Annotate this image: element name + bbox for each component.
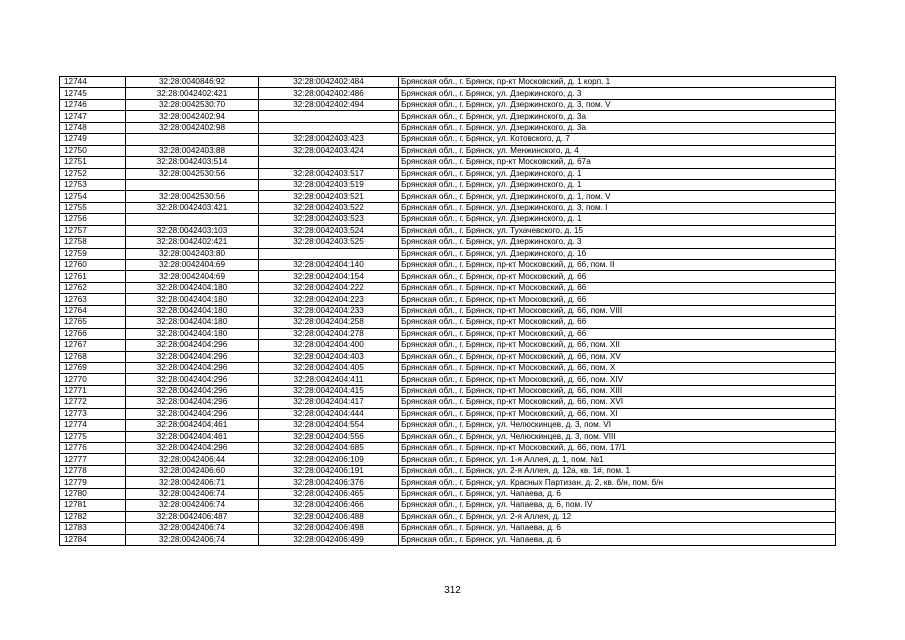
address-cell: Брянская обл., г. Брянск, ул. Дзержинского, д. 1б [399,248,836,259]
row-number-cell: 12773 [60,408,126,419]
cadastral-number-a-cell: 32:28:0042403:103 [126,225,259,236]
address-cell: Брянская обл., г. Брянск, пр-кт Московский, д. 67а [399,157,836,168]
table-row [60,305,836,316]
address-cell: Брянская обл., г. Брянск, ул. Чапаева, д. 6 [399,488,836,499]
table-row [60,488,836,499]
cadastral-number-b-cell: 32:28:0042403:423 [259,134,399,145]
address-cell: Брянская обл., г. Брянск, ул. Дзержинского, д. 1 [399,168,836,179]
cadastral-number-a-cell: 32:28:0042402:98 [126,122,259,133]
cadastral-number-b-cell: 32:28:0042403:519 [259,179,399,190]
table-row [60,454,836,465]
address-cell: Брянская обл., г. Брянск, пр-кт Московский, д. 66, пом. II [399,260,836,271]
cadastral-number-a-cell: 32:28:0042404:296 [126,397,259,408]
cadastral-number-a-cell: 32:28:0042406:44 [126,454,259,465]
address-cell: Брянская обл., г. Брянск, пр-кт Московский, д. 66, пом. XVI [399,397,836,408]
cadastral-number-b-cell: 32:28:0042404:554 [259,420,399,431]
row-number-cell: 12770 [60,374,126,385]
address-cell: Брянская обл., г. Брянск, пр-кт Московский, д. 1 корп. 1 [399,77,836,88]
address-cell: Брянская обл., г. Брянск, пр-кт Московский, д. 66 [399,282,836,293]
cadastral-number-a-cell: 32:28:0042404:180 [126,328,259,339]
cadastral-number-b-cell: 32:28:0042403:523 [259,214,399,225]
row-number-cell: 12779 [60,477,126,488]
cadastral-number-a-cell: 32:28:0042404:180 [126,294,259,305]
table-row [60,374,836,385]
table-row [60,99,836,110]
row-number-cell: 12780 [60,488,126,499]
cadastral-number-a-cell: 32:28:0042404:180 [126,282,259,293]
table-row [60,294,836,305]
table-row [60,397,836,408]
table-row [60,271,836,282]
table-row [60,340,836,351]
cadastral-number-b-cell: 32:28:0042404:223 [259,294,399,305]
cadastral-number-a-cell: 32:28:0042406:74 [126,534,259,545]
address-cell: Брянская обл., г. Брянск, пр-кт Московский, д. 66, пом. XIV [399,374,836,385]
address-cell: Брянская обл., г. Брянск, ул. Дзержинского, д. 3 [399,88,836,99]
address-cell: Брянская обл., г. Брянск, ул. Дзержинского, д. 3 [399,237,836,248]
cadastral-number-b-cell: 32:28:0042404:405 [259,362,399,373]
table-row [60,134,836,145]
cadastral-number-a-cell: 32:28:0042404:296 [126,374,259,385]
row-number-cell: 12762 [60,282,126,293]
cadastral-number-b-cell: 32:28:0042403:525 [259,237,399,248]
row-number-cell: 12771 [60,385,126,396]
cadastral-number-a-cell: 32:28:0042403:421 [126,202,259,213]
cadastral-number-b-cell: 32:28:0042404:140 [259,260,399,271]
row-number-cell: 12758 [60,237,126,248]
table-row [60,225,836,236]
cadastral-number-a-cell: 32:28:0042406:487 [126,511,259,522]
table-row [60,534,836,545]
address-cell: Брянская обл., г. Брянск, ул. 2-я Аллея, д. 12 [399,511,836,522]
row-number-cell: 12750 [60,145,126,156]
cadastral-number-a-cell: 32:28:0042530:56 [126,191,259,202]
address-cell: Брянская обл., г. Брянск, пр-кт Московский, д. 66 [399,328,836,339]
cadastral-table [59,76,836,546]
row-number-cell: 12753 [60,179,126,190]
row-number-cell: 12755 [60,202,126,213]
row-number-cell: 12748 [60,122,126,133]
cadastral-number-b-cell: 32:28:0042404:400 [259,340,399,351]
row-number-cell: 12752 [60,168,126,179]
table-row [60,248,836,259]
table-row [60,408,836,419]
row-number-cell: 12760 [60,260,126,271]
address-cell: Брянская обл., г. Брянск, пр-кт Московский, д. 66, пом. XIII [399,385,836,396]
row-number-cell: 12767 [60,340,126,351]
address-cell: Брянская обл., г. Брянск, пр-кт Московский, д. 66, пом. XII [399,340,836,351]
cadastral-number-b-cell [259,111,399,122]
table-row [60,179,836,190]
address-cell: Брянская обл., г. Брянск, ул. Челюскинцев, д. 3, пом. VI [399,420,836,431]
table-row [60,214,836,225]
cadastral-number-b-cell: 32:28:0042403:522 [259,202,399,213]
table-row [60,477,836,488]
cadastral-number-a-cell: 32:28:0042404:296 [126,385,259,396]
row-number-cell: 12761 [60,271,126,282]
cadastral-number-a-cell: 32:28:0042404:69 [126,271,259,282]
row-number-cell: 12751 [60,157,126,168]
row-number-cell: 12744 [60,77,126,88]
cadastral-number-b-cell: 32:28:0042406:109 [259,454,399,465]
cadastral-number-a-cell: 32:28:0042406:74 [126,523,259,534]
cadastral-number-b-cell: 32:28:0042404:411 [259,374,399,385]
cadastral-number-a-cell: 32:28:0042530:70 [126,99,259,110]
cadastral-number-b-cell: 32:28:0042404:403 [259,351,399,362]
row-number-cell: 12781 [60,500,126,511]
address-cell: Брянская обл., г. Брянск, ул. Дзержинского, д. 1, пом. V [399,191,836,202]
table-row [60,420,836,431]
address-cell: Брянская обл., г. Брянск, пр-кт Московский, д. 66 [399,271,836,282]
row-number-cell: 12777 [60,454,126,465]
cadastral-number-b-cell: 32:28:0042403:517 [259,168,399,179]
cadastral-number-a-cell: 32:28:0042404:461 [126,420,259,431]
table-row [60,145,836,156]
table-row [60,317,836,328]
table-row [60,282,836,293]
address-cell: Брянская обл., г. Брянск, пр-кт Московский, д. 66, пом. VIII [399,305,836,316]
table-row [60,260,836,271]
table-row [60,191,836,202]
address-cell: Брянская обл., г. Брянск, ул. Чапаева, д. 6 [399,534,836,545]
cadastral-number-a-cell: 32:28:0040846:92 [126,77,259,88]
row-number-cell: 12776 [60,443,126,454]
cadastral-number-b-cell: 32:28:0042403:524 [259,225,399,236]
cadastral-number-a-cell: 32:28:0042404:296 [126,351,259,362]
cadastral-number-b-cell: 32:28:0042402:494 [259,99,399,110]
cadastral-number-b-cell: 32:28:0042406:488 [259,511,399,522]
cadastral-number-a-cell: 32:28:0042404:296 [126,362,259,373]
cadastral-number-b-cell: 32:28:0042404:685 [259,443,399,454]
address-cell: Брянская обл., г. Брянск, пр-кт Московский, д. 66 [399,317,836,328]
cadastral-number-a-cell: 32:28:0042402:94 [126,111,259,122]
table-row [60,523,836,534]
table-row [60,88,836,99]
row-number-cell: 12772 [60,397,126,408]
cadastral-number-a-cell: 32:28:0042406:74 [126,488,259,499]
row-number-cell: 12774 [60,420,126,431]
cadastral-number-b-cell: 32:28:0042404:556 [259,431,399,442]
table-row [60,500,836,511]
address-cell: Брянская обл., г. Брянск, ул. Котовского, д. 7 [399,134,836,145]
table-row [60,237,836,248]
cadastral-number-a-cell: 32:28:0042406:74 [126,500,259,511]
address-cell: Брянская обл., г. Брянск, ул. Чапаева, д. 6, пом. IV [399,500,836,511]
table-row [60,511,836,522]
cadastral-number-b-cell: 32:28:0042406:498 [259,523,399,534]
cadastral-number-b-cell: 32:28:0042404:278 [259,328,399,339]
table-row [60,328,836,339]
address-cell: Брянская обл., г. Брянск, ул. Дзержинского, д. 1 [399,179,836,190]
cadastral-number-b-cell: 32:28:0042402:486 [259,88,399,99]
table-row [60,385,836,396]
cadastral-table-body [60,77,836,546]
cadastral-number-a-cell: 32:28:0042403:514 [126,157,259,168]
row-number-cell: 12754 [60,191,126,202]
cadastral-number-b-cell: 32:28:0042404:417 [259,397,399,408]
table-row [60,443,836,454]
cadastral-number-b-cell: 32:28:0042404:258 [259,317,399,328]
cadastral-number-b-cell [259,157,399,168]
row-number-cell: 12764 [60,305,126,316]
cadastral-number-a-cell: 32:28:0042404:296 [126,340,259,351]
row-number-cell: 12745 [60,88,126,99]
table-row [60,465,836,476]
cadastral-number-a-cell: 32:28:0042403:88 [126,145,259,156]
row-number-cell: 12775 [60,431,126,442]
cadastral-number-a-cell: 32:28:0042530:56 [126,168,259,179]
cadastral-number-b-cell: 32:28:0042403:521 [259,191,399,202]
cadastral-number-a-cell [126,214,259,225]
row-number-cell: 12765 [60,317,126,328]
cadastral-number-b-cell: 32:28:0042406:376 [259,477,399,488]
address-cell: Брянская обл., г. Брянск, ул. 1-я Аллея, д. 1, пом. №1 [399,454,836,465]
cadastral-number-b-cell: 32:28:0042404:222 [259,282,399,293]
row-number-cell: 12782 [60,511,126,522]
row-number-cell: 12784 [60,534,126,545]
row-number-cell: 12766 [60,328,126,339]
row-number-cell: 12768 [60,351,126,362]
table-row [60,202,836,213]
address-cell: Брянская обл., г. Брянск, ул. 2-я Аллея, д. 12а, кв. 1#, пом. 1 [399,465,836,476]
row-number-cell: 12769 [60,362,126,373]
address-cell: Брянская обл., г. Брянск, пр-кт Московский, д. 66, пом. XV [399,351,836,362]
address-cell: Брянская обл., г. Брянск, ул. Чапаева, д. 6 [399,523,836,534]
address-cell: Брянская обл., г. Брянск, ул. Тухачевского, д. 15 [399,225,836,236]
row-number-cell: 12757 [60,225,126,236]
cadastral-number-a-cell: 32:28:0042406:60 [126,465,259,476]
cadastral-number-b-cell: 32:28:0042403:424 [259,145,399,156]
cadastral-number-a-cell [126,134,259,145]
table-row [60,111,836,122]
address-cell: Брянская обл., г. Брянск, ул. Дзержинского, д. 1 [399,214,836,225]
cadastral-number-b-cell [259,122,399,133]
cadastral-number-a-cell: 32:28:0042402:421 [126,88,259,99]
cadastral-number-a-cell: 32:28:0042404:180 [126,305,259,316]
cadastral-number-b-cell: 32:28:0042406:499 [259,534,399,545]
cadastral-number-a-cell: 32:28:0042404:69 [126,260,259,271]
table-row [60,351,836,362]
row-number-cell: 12747 [60,111,126,122]
cadastral-number-a-cell: 32:28:0042404:461 [126,431,259,442]
page-number: 312 [444,585,461,596]
address-cell: Брянская обл., г. Брянск, ул. Дзержинского, д. 3, пом. I [399,202,836,213]
row-number-cell: 12746 [60,99,126,110]
address-cell: Брянская обл., г. Брянск, ул. Дзержинского, д. 3, пом. V [399,99,836,110]
address-cell: Брянская обл., г. Брянск, ул. Менжинского, д. 4 [399,145,836,156]
cadastral-number-a-cell [126,179,259,190]
cadastral-number-b-cell [259,248,399,259]
address-cell: Брянская обл., г. Брянск, пр-кт Московский, д. 66, пом. X [399,362,836,373]
cadastral-number-a-cell: 32:28:0042404:296 [126,443,259,454]
cadastral-number-a-cell: 32:28:0042402:421 [126,237,259,248]
address-cell: Брянская обл., г. Брянск, ул. Челюскинцев, д. 3, пом. VIII [399,431,836,442]
cadastral-number-b-cell: 32:28:0042406:466 [259,500,399,511]
row-number-cell: 12778 [60,465,126,476]
row-number-cell: 12756 [60,214,126,225]
table-row [60,77,836,88]
address-cell: Брянская обл., г. Брянск, пр-кт Московский, д. 66 [399,294,836,305]
address-cell: Брянская обл., г. Брянск, пр-кт Московский, д. 66, пом. XI [399,408,836,419]
row-number-cell: 12759 [60,248,126,259]
table-row [60,431,836,442]
table-row [60,122,836,133]
cadastral-number-a-cell: 32:28:0042404:180 [126,317,259,328]
cadastral-number-b-cell: 32:28:0042406:191 [259,465,399,476]
cadastral-number-b-cell: 32:28:0042404:444 [259,408,399,419]
row-number-cell: 12749 [60,134,126,145]
cadastral-number-a-cell: 32:28:0042404:296 [126,408,259,419]
address-cell: Брянская обл., г. Брянск, ул. Дзержинского, д. 3а [399,111,836,122]
cadastral-number-b-cell: 32:28:0042404:415 [259,385,399,396]
row-number-cell: 12783 [60,523,126,534]
row-number-cell: 12763 [60,294,126,305]
address-cell: Брянская обл., г. Брянск, ул. Красных Партизан, д. 2, кв. б/н, пом. б/н [399,477,836,488]
cadastral-number-b-cell: 32:28:0042402:484 [259,77,399,88]
table-row [60,362,836,373]
cadastral-number-b-cell: 32:28:0042404:154 [259,271,399,282]
address-cell: Брянская обл., г. Брянск, ул. Дзержинского, д. 3а [399,122,836,133]
cadastral-number-a-cell: 32:28:0042406:71 [126,477,259,488]
table-row [60,168,836,179]
cadastral-number-a-cell: 32:28:0042403:80 [126,248,259,259]
cadastral-number-b-cell: 32:28:0042404:233 [259,305,399,316]
table-row [60,157,836,168]
cadastral-number-b-cell: 32:28:0042406:465 [259,488,399,499]
address-cell: Брянская обл., г. Брянск, пр-кт Московский, д. 66, пом. 17/1 [399,443,836,454]
